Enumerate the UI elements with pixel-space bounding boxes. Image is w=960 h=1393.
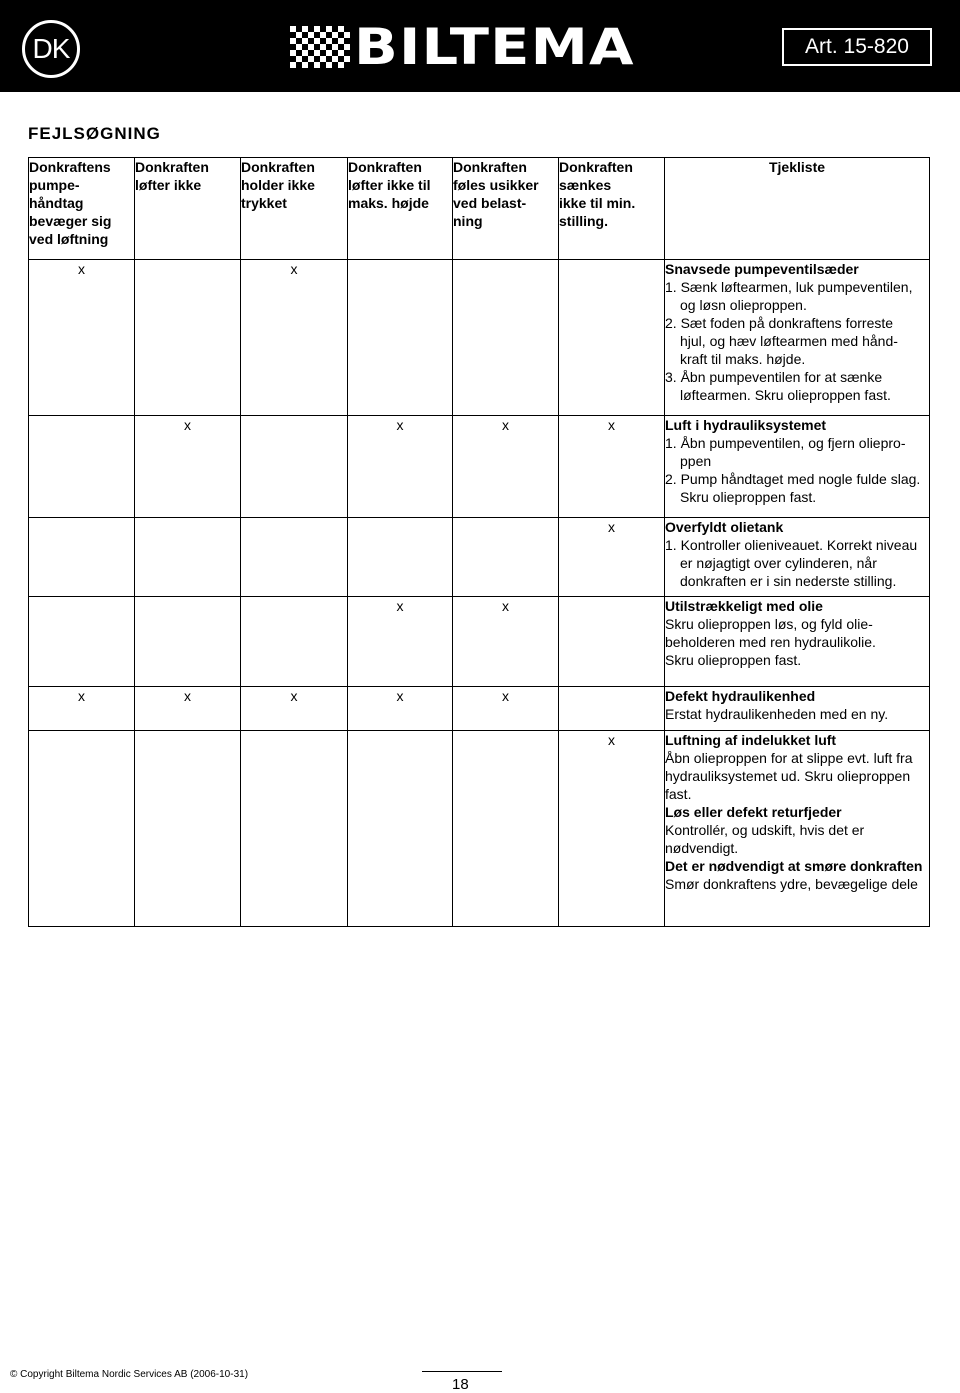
column-header-line: maks. højde [348, 195, 429, 211]
language-badge: DK [22, 20, 80, 78]
column-header [241, 158, 348, 260]
symptom-cell [559, 518, 665, 597]
symptom-cell [559, 687, 665, 731]
symptom-cell [348, 416, 453, 518]
checklist-line: Skru olieproppen fast. [665, 652, 802, 668]
symptom-mark: x [608, 519, 615, 535]
symptom-mark: x [78, 261, 85, 277]
checklist-cell [665, 416, 930, 518]
checklist-item-title: Utilstrækkeligt med olie [665, 598, 823, 614]
header-row [29, 158, 930, 260]
column-header-line: Donkraften [559, 159, 633, 175]
checklist-line: hydrauliksystemet ud. Skru olieproppen [665, 768, 911, 784]
checklist-item-title: Luftning af indelukket luft [665, 732, 837, 748]
column-header-line: Donkraftens [29, 159, 111, 175]
checklist-cell [665, 687, 930, 731]
symptom-mark: x [290, 688, 298, 704]
symptom-cell [29, 597, 135, 687]
table-row [29, 687, 930, 731]
checklist-line: Skru olieproppen løs, og fyld olie- [665, 616, 873, 632]
checklist-line: fast. [665, 786, 692, 802]
symptom-cell [348, 260, 453, 416]
column-header-line: holder ikke [241, 177, 315, 193]
checklist-line: Skru olieproppen fast. [680, 489, 817, 505]
column-header-line: pumpe- [29, 177, 80, 193]
column-header [453, 158, 559, 260]
column-header [135, 158, 241, 260]
column-header-line: ved løftning [29, 231, 109, 247]
troubleshooting-table [28, 157, 930, 927]
checklist-cell [665, 597, 930, 687]
table-row [29, 731, 930, 927]
symptom-cell [135, 416, 241, 518]
symptom-cell [241, 687, 348, 731]
symptom-cell [559, 597, 665, 687]
symptom-cell [241, 416, 348, 518]
symptom-cell [348, 597, 453, 687]
column-header-line: løfter ikke til [348, 177, 431, 193]
symptom-cell [453, 260, 559, 416]
symptom-cell [29, 731, 135, 927]
checker-flag-icon [290, 26, 350, 68]
symptom-mark: x [290, 261, 298, 277]
symptom-cell [241, 260, 348, 416]
column-header-line: Donkraften [241, 159, 315, 175]
symptom-mark: x [502, 598, 509, 614]
column-header-line: Donkraften [135, 159, 209, 175]
checklist-line: og løsn olieproppen. [680, 297, 807, 313]
checklist-item-title: Overfyldt olietank [665, 519, 784, 535]
symptom-mark: x [78, 688, 85, 704]
checklist-line: 2. Pump håndtaget med nogle fulde slag. [665, 471, 921, 487]
table-row [29, 416, 930, 518]
symptom-cell [241, 518, 348, 597]
column-header-line: bevæger sig [29, 213, 112, 229]
symptom-cell [453, 687, 559, 731]
checklist-cell [665, 518, 930, 597]
checklist-line: hjul, og hæv løftearmen med hånd- [680, 333, 898, 349]
checklist-line: ppen [680, 453, 712, 469]
symptom-cell [559, 260, 665, 416]
symptom-cell [29, 518, 135, 597]
brand-wordmark: BILTEMA [354, 18, 635, 76]
symptom-mark: x [184, 688, 191, 704]
checklist-header: Tjekliste [665, 158, 930, 260]
symptom-cell [135, 687, 241, 731]
checklist-line: nødvendigt. [665, 840, 739, 856]
checklist-line: 1. Sænk løftearmen, luk pumpeventilen, [665, 279, 913, 295]
column-header-line: ikke til min. [559, 195, 636, 211]
checklist-line: 1. Kontroller olieniveauet. Korrekt niveau [665, 537, 918, 553]
checklist-line: Åbn olieproppen for at slippe evt. luft fra [665, 750, 913, 766]
symptom-mark: x [502, 417, 509, 433]
checklist-line: kraft til maks. højde. [680, 351, 806, 367]
table-row [29, 518, 930, 597]
column-header-line: ning [453, 213, 483, 229]
symptom-mark: x [608, 417, 615, 433]
table-body [29, 158, 930, 927]
symptom-cell [348, 518, 453, 597]
symptom-mark: x [396, 598, 404, 614]
symptom-cell [135, 731, 241, 927]
symptom-mark: x [396, 417, 404, 433]
checklist-line: Kontrollér, og udskift, hvis det er [665, 822, 865, 838]
symptom-cell [348, 731, 453, 927]
symptom-cell [348, 687, 453, 731]
symptom-mark: x [396, 688, 404, 704]
checklist-line: løftearmen. Skru olieproppen fast. [680, 387, 891, 403]
symptom-cell [453, 731, 559, 927]
symptom-cell [29, 260, 135, 416]
header-bar [0, 0, 960, 92]
symptom-cell [453, 416, 559, 518]
column-header [29, 158, 135, 260]
page-number: 18 [452, 1376, 469, 1393]
column-header-line: trykket [241, 195, 287, 211]
checklist-item-title: Snavsede pumpeventilsæder [665, 261, 859, 277]
checklist-line: beholderen med ren hydraulikolie. [665, 634, 876, 650]
checklist-line: Smør donkraftens ydre, bevægelige dele [665, 876, 918, 892]
column-header-line: føles usikker [453, 177, 539, 193]
symptom-cell [135, 260, 241, 416]
checklist-item-title: Defekt hydraulikenhed [665, 688, 816, 704]
table-row [29, 260, 930, 416]
column-header [348, 158, 453, 260]
checklist-line: er nøjagtigt over cylinderen, når [680, 555, 877, 571]
symptom-cell [29, 687, 135, 731]
column-header-line: Donkraften [453, 159, 527, 175]
section-title: FEJLSØGNING [28, 124, 161, 143]
column-header-line: Donkraften [348, 159, 422, 175]
column-header [559, 158, 665, 260]
checklist-line: 2. Sæt foden på donkraftens forreste [665, 315, 894, 331]
checklist-item-title: Det er nødvendigt at smøre donkraften [665, 858, 923, 874]
symptom-cell [135, 597, 241, 687]
table-row [29, 597, 930, 687]
symptom-mark: x [502, 688, 509, 704]
column-header-line: ved belast- [453, 195, 527, 211]
checklist-line: 1. Åbn pumpeventilen, og fjern oliepro- [665, 435, 906, 451]
symptom-cell [453, 518, 559, 597]
article-number: Art. 15-820 [782, 28, 932, 66]
column-header-line: håndtag [29, 195, 84, 211]
checklist-line: Erstat hydraulikenheden med en ny. [665, 706, 889, 722]
symptom-cell [29, 416, 135, 518]
symptom-cell [559, 731, 665, 927]
column-header-line: løfter ikke [135, 177, 202, 193]
column-header-line: sænkes [559, 177, 612, 193]
biltema-logo [290, 18, 670, 76]
checklist-item-title: Løs eller defekt returfjeder [665, 804, 842, 820]
column-header-line: stilling. [559, 213, 608, 229]
page-divider [422, 1371, 502, 1372]
symptom-mark: x [184, 417, 191, 433]
symptom-cell [241, 597, 348, 687]
symptom-cell [241, 731, 348, 927]
copyright-text: © Copyright Biltema Nordic Services AB (2006-10-31) [10, 1369, 249, 1380]
checklist-item-title: Luft i hydrauliksystemet [665, 417, 827, 433]
checklist-cell [665, 731, 930, 927]
checklist-line: 3. Åbn pumpeventilen for at sænke [665, 369, 883, 385]
checklist-line: donkraften er i sin nederste stilling. [680, 573, 897, 589]
symptom-mark: x [608, 732, 615, 748]
symptom-cell [559, 416, 665, 518]
symptom-cell [135, 518, 241, 597]
symptom-cell [453, 597, 559, 687]
checklist-cell [665, 260, 930, 416]
